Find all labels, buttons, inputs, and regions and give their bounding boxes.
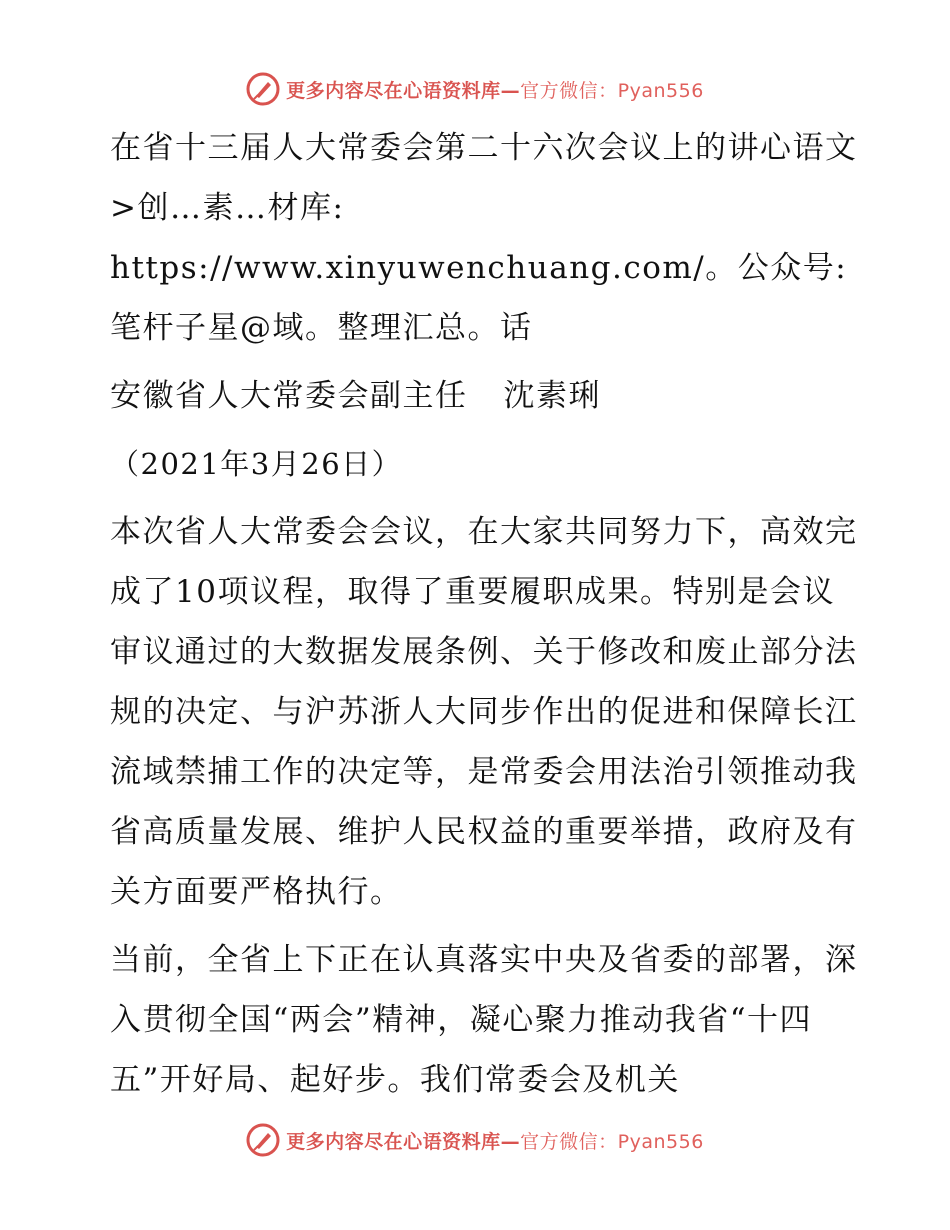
footer-watermark: [0, 1123, 950, 1157]
document-body: [98, 118, 858, 1110]
speech-date: （2021年3月26日）: [110, 447, 403, 481]
banner-text: 更多内容尽在心语资料库—官方微信：Pyan556: [286, 1130, 704, 1153]
header-watermark: [0, 72, 950, 106]
author-name: 沈素琍: [503, 378, 601, 414]
title-paragraph: 在省十三届人大常委会第二十六次会议上的讲心语文>创…素…材库: https://www.xinyuwenchuang.com/。公众号: 笔杆子星@域。整理汇总。话: [110, 130, 858, 346]
quill-logo-icon: [246, 1123, 280, 1157]
author-line: [98, 366, 858, 426]
quill-logo-icon: [246, 72, 280, 106]
body-paragraph-1: 本次省人大常委会会议，在大家共同努力下，高效完成了10项议程，取得了重要履职成果。特别是会议审议通过的大数据发展条例、关于修改和废止部分法规的决定、与沪苏浙人大同步作出的促进和保障长江流域禁捕工作的决定等，是常委会用法治引领推动我省高质量发展、维护人民权益的重要举措，政府及有关方面要严格执行。: [110, 514, 858, 910]
banner-text: 更多内容尽在心语资料库—官方微信：Pyan556: [286, 79, 704, 102]
body-paragraph-2: 当前，全省上下正在认真落实中央及省委的部署，深入贯彻全国“两会”精神，凝心聚力推动我省“十四五”开好局、起好步。我们常委会及机关: [110, 942, 858, 1098]
author-position: 安徽省人大常委会副主任: [110, 378, 468, 414]
